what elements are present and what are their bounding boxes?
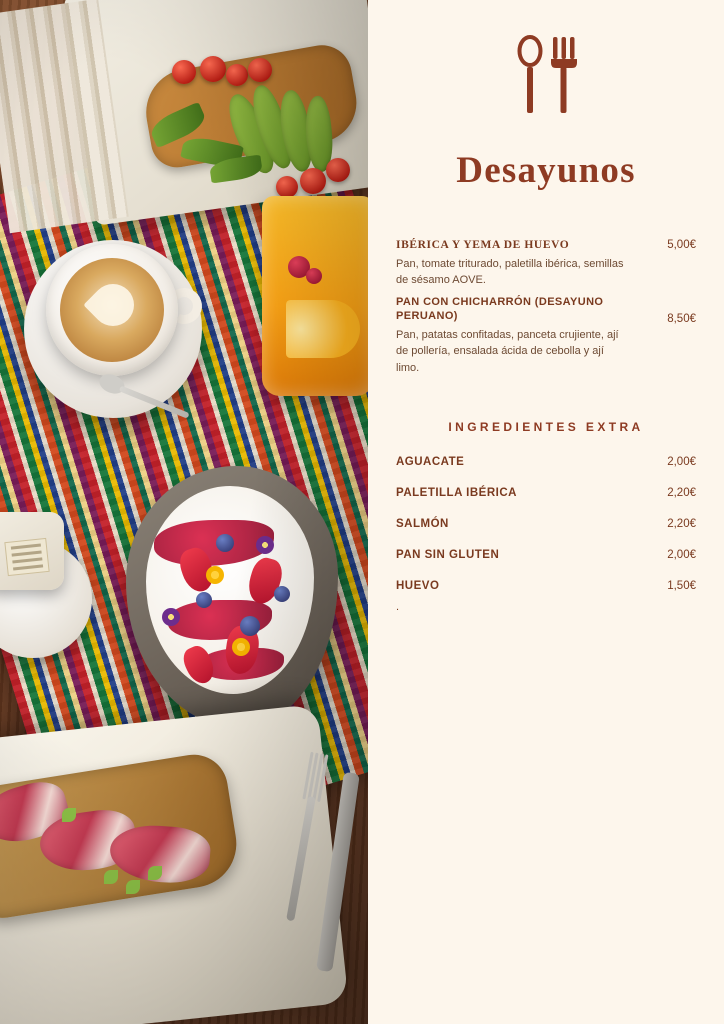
menu-item bbox=[396, 295, 696, 377]
extras-list bbox=[396, 456, 696, 613]
trailing-mark: . bbox=[396, 601, 400, 614]
page-title: Desayunos bbox=[456, 150, 636, 191]
cherry-tomato bbox=[226, 64, 248, 86]
blueberry bbox=[274, 586, 290, 602]
extras-section-title: INGREDIENTES EXTRA bbox=[448, 420, 644, 435]
list-item bbox=[396, 549, 696, 561]
list-item bbox=[396, 487, 696, 499]
microgreen-sprout bbox=[104, 870, 118, 884]
list-item bbox=[396, 456, 696, 468]
menu-item-header bbox=[396, 295, 696, 325]
microgreen-sprout bbox=[62, 808, 76, 822]
extra-price: 1,50€ bbox=[667, 580, 696, 593]
extra-name: AGUACATE bbox=[396, 456, 465, 469]
orange-slice bbox=[286, 300, 360, 358]
orange-juice-glass bbox=[262, 196, 368, 396]
menu-item-name: IBÉRICA Y YEMA DE HUEVO bbox=[396, 239, 570, 251]
jar-label bbox=[4, 538, 49, 576]
menu-item-description: Pan, tomate triturado, paletilla ibérica, semillas de sésamo AOVE. bbox=[396, 257, 624, 287]
spoon-and-fork-icon bbox=[396, 34, 696, 121]
menu-item-header bbox=[396, 238, 696, 254]
microgreen-sprout bbox=[126, 880, 140, 894]
extra-price: 2,00€ bbox=[667, 456, 696, 469]
extra-name: PAN SIN GLUTEN bbox=[396, 549, 500, 562]
edible-flower bbox=[162, 608, 180, 626]
cherry-tomato bbox=[276, 176, 298, 198]
list-item bbox=[396, 518, 696, 530]
juice-garnish-berry bbox=[306, 268, 322, 284]
menu-item-price: 8,50€ bbox=[667, 312, 696, 325]
extra-price: 2,00€ bbox=[667, 549, 696, 562]
edible-flower bbox=[256, 536, 274, 554]
blueberry bbox=[196, 592, 212, 608]
menu-panel bbox=[368, 0, 724, 1024]
extra-price: 2,20€ bbox=[667, 487, 696, 500]
cherry-tomato bbox=[172, 60, 196, 84]
menu-item-price: 5,00€ bbox=[667, 239, 696, 251]
menu-item-description: Pan, patatas confitadas, panceta crujiente, ají de pollería, ensalada ácida de cebolla y ají limo. bbox=[396, 328, 619, 374]
cherry-tomato bbox=[200, 56, 226, 82]
cherry-tomato bbox=[300, 168, 326, 194]
microgreen-sprout bbox=[148, 866, 162, 880]
blueberry bbox=[216, 534, 234, 552]
list-item bbox=[396, 580, 696, 592]
edible-flower bbox=[206, 566, 224, 584]
extra-price: 2,20€ bbox=[667, 518, 696, 531]
extra-name: HUEVO bbox=[396, 580, 440, 593]
cherry-tomato bbox=[326, 158, 350, 182]
edible-flower bbox=[232, 638, 250, 656]
menu-item-name: PAN CON CHICHARRÓN (DESAYUNO PERUANO) bbox=[396, 295, 604, 323]
blueberry bbox=[240, 616, 260, 636]
extra-name: SALMÓN bbox=[396, 518, 449, 531]
extra-name: PALETILLA IBÉRICA bbox=[396, 487, 517, 500]
cherry-tomato bbox=[248, 58, 272, 82]
menu-item bbox=[396, 238, 696, 289]
